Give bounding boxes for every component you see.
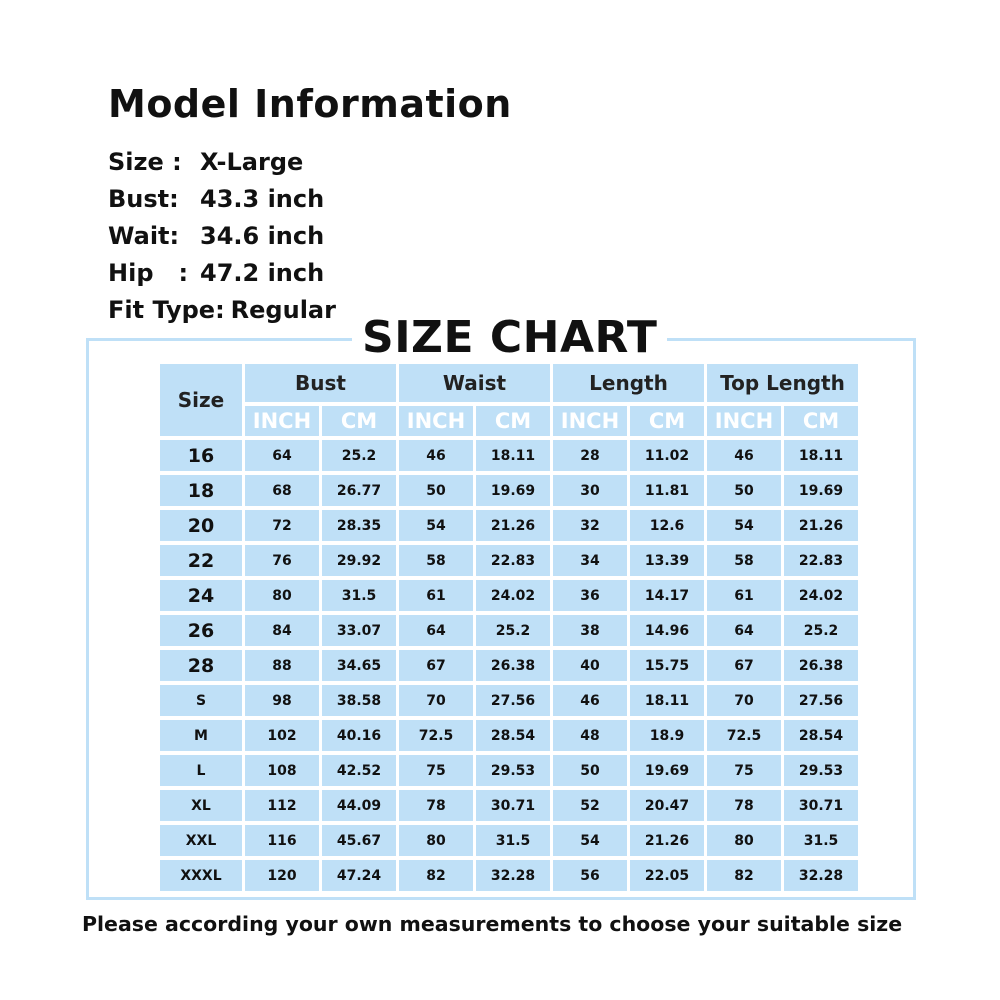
measurement-cell: 29.53: [784, 755, 858, 786]
measurement-cell: 52: [553, 790, 627, 821]
model-waist-label: Wait:: [108, 222, 180, 250]
measurement-cell: 21.26: [476, 510, 550, 541]
size-cell: XL: [160, 790, 242, 821]
table-row: [160, 615, 858, 646]
size-cell: 24: [160, 580, 242, 611]
measurement-cell: 58: [707, 545, 781, 576]
measurement-cell: 47.24: [322, 860, 396, 891]
model-info-title: Model Information: [108, 82, 512, 126]
footer-note: Please according your own measurements to choose your suitable size: [82, 912, 903, 936]
measurement-cell: 26.38: [784, 650, 858, 681]
table-row: [160, 580, 858, 611]
table-row: [160, 440, 858, 471]
measurement-cell: 80: [399, 825, 473, 856]
measurement-cell: 50: [399, 475, 473, 506]
measurement-cell: 75: [707, 755, 781, 786]
measurement-cell: 70: [399, 685, 473, 716]
measurement-cell: 31.5: [784, 825, 858, 856]
measurement-cell: 44.09: [322, 790, 396, 821]
measurement-cell: 25.2: [322, 440, 396, 471]
measurement-cell: 82: [707, 860, 781, 891]
model-size-label: Size :: [108, 148, 182, 176]
measurement-cell: 78: [399, 790, 473, 821]
measurement-cell: 11.02: [630, 440, 704, 471]
measurement-cell: 18.11: [476, 440, 550, 471]
model-bust-value: 43.3 inch: [200, 185, 325, 213]
measurement-cell: 78: [707, 790, 781, 821]
measurement-cell: 18.11: [784, 440, 858, 471]
unit-header: CM: [784, 406, 858, 436]
measurement-cell: 54: [707, 510, 781, 541]
measurement-cell: 13.39: [630, 545, 704, 576]
size-cell: XXL: [160, 825, 242, 856]
table-row: [160, 475, 858, 506]
size-cell: L: [160, 755, 242, 786]
size-cell: 18: [160, 475, 242, 506]
measurement-cell: 38: [553, 615, 627, 646]
measurement-cell: 14.17: [630, 580, 704, 611]
table-row: [160, 650, 858, 681]
measurement-cell: 46: [553, 685, 627, 716]
measurement-cell: 30.71: [784, 790, 858, 821]
size-cell: 26: [160, 615, 242, 646]
measurement-cell: 15.75: [630, 650, 704, 681]
measurement-cell: 54: [399, 510, 473, 541]
unit-header: CM: [476, 406, 550, 436]
measurement-cell: 67: [399, 650, 473, 681]
measurement-cell: 18.9: [630, 720, 704, 751]
measurement-cell: 46: [399, 440, 473, 471]
table-row: [160, 790, 858, 821]
measurement-cell: 64: [245, 440, 319, 471]
measurement-cell: 26.38: [476, 650, 550, 681]
measurement-cell: 72: [245, 510, 319, 541]
length-group-header: Length: [553, 364, 704, 402]
table-row: [160, 720, 858, 751]
size-cell: S: [160, 685, 242, 716]
model-fit-label: Fit Type:: [108, 296, 225, 324]
measurement-cell: 27.56: [784, 685, 858, 716]
measurement-cell: 29.92: [322, 545, 396, 576]
measurement-cell: 72.5: [399, 720, 473, 751]
measurement-cell: 112: [245, 790, 319, 821]
measurement-cell: 76: [245, 545, 319, 576]
measurement-cell: 27.56: [476, 685, 550, 716]
measurement-cell: 48: [553, 720, 627, 751]
measurement-cell: 34: [553, 545, 627, 576]
size-cell: 16: [160, 440, 242, 471]
model-waist-line: [108, 222, 325, 250]
model-hip-line: [108, 259, 325, 287]
size-cell: 22: [160, 545, 242, 576]
model-hip-value: 47.2 inch: [200, 259, 325, 287]
measurement-cell: 40: [553, 650, 627, 681]
measurement-cell: 68: [245, 475, 319, 506]
measurement-cell: 108: [245, 755, 319, 786]
measurement-cell: 102: [245, 720, 319, 751]
model-fit-line: [108, 296, 336, 324]
table-row: [160, 545, 858, 576]
measurement-cell: 32.28: [476, 860, 550, 891]
unit-header: CM: [630, 406, 704, 436]
measurement-cell: 24.02: [476, 580, 550, 611]
measurement-cell: 75: [399, 755, 473, 786]
measurement-cell: 38.58: [322, 685, 396, 716]
measurement-cell: 21.26: [630, 825, 704, 856]
measurement-cell: 28: [553, 440, 627, 471]
measurement-cell: 32: [553, 510, 627, 541]
measurement-cell: 70: [707, 685, 781, 716]
waist-group-header: Waist: [399, 364, 550, 402]
unit-header: INCH: [245, 406, 319, 436]
measurement-cell: 29.53: [476, 755, 550, 786]
model-bust-label: Bust:: [108, 185, 179, 213]
bust-group-header: Bust: [245, 364, 396, 402]
measurement-cell: 45.67: [322, 825, 396, 856]
measurement-cell: 80: [707, 825, 781, 856]
size-cell: 28: [160, 650, 242, 681]
measurement-cell: 64: [707, 615, 781, 646]
measurement-cell: 54: [553, 825, 627, 856]
measurement-cell: 42.52: [322, 755, 396, 786]
measurement-cell: 31.5: [322, 580, 396, 611]
measurement-cell: 98: [245, 685, 319, 716]
measurement-cell: 67: [707, 650, 781, 681]
measurement-cell: 19.69: [476, 475, 550, 506]
measurement-cell: 36: [553, 580, 627, 611]
measurement-cell: 82: [399, 860, 473, 891]
measurement-cell: 50: [707, 475, 781, 506]
table-row: [160, 825, 858, 856]
measurement-cell: 30.71: [476, 790, 550, 821]
measurement-cell: 120: [245, 860, 319, 891]
measurement-cell: 18.11: [630, 685, 704, 716]
measurement-cell: 22.83: [476, 545, 550, 576]
measurement-cell: 32.28: [784, 860, 858, 891]
measurement-cell: 11.81: [630, 475, 704, 506]
size-chart-title: SIZE CHART: [352, 312, 667, 363]
measurement-cell: 26.77: [322, 475, 396, 506]
measurement-cell: 61: [707, 580, 781, 611]
measurement-cell: 61: [399, 580, 473, 611]
top-length-group-header: Top Length: [707, 364, 858, 402]
model-hip-label: Hip :: [108, 259, 189, 287]
measurement-cell: 46: [707, 440, 781, 471]
measurement-cell: 33.07: [322, 615, 396, 646]
measurement-cell: 88: [245, 650, 319, 681]
size-cell: M: [160, 720, 242, 751]
measurement-cell: 25.2: [476, 615, 550, 646]
model-fit-value: Regular: [230, 296, 336, 324]
unit-header: INCH: [553, 406, 627, 436]
measurement-cell: 84: [245, 615, 319, 646]
measurement-cell: 28.54: [476, 720, 550, 751]
unit-header: INCH: [707, 406, 781, 436]
measurement-cell: 21.26: [784, 510, 858, 541]
measurement-cell: 22.83: [784, 545, 858, 576]
measurement-cell: 80: [245, 580, 319, 611]
measurement-cell: 24.02: [784, 580, 858, 611]
measurement-cell: 64: [399, 615, 473, 646]
size-cell: XXXL: [160, 860, 242, 891]
size-table: [157, 360, 861, 895]
measurement-cell: 30: [553, 475, 627, 506]
unit-header: INCH: [399, 406, 473, 436]
model-size-value: X-Large: [200, 148, 304, 176]
table-row: [160, 755, 858, 786]
measurement-cell: 25.2: [784, 615, 858, 646]
measurement-cell: 20.47: [630, 790, 704, 821]
measurement-cell: 31.5: [476, 825, 550, 856]
size-column-header: Size: [160, 364, 242, 436]
measurement-cell: 12.6: [630, 510, 704, 541]
model-waist-value: 34.6 inch: [200, 222, 325, 250]
table-row: [160, 685, 858, 716]
measurement-cell: 22.05: [630, 860, 704, 891]
measurement-cell: 28.35: [322, 510, 396, 541]
model-size-line: [108, 148, 304, 176]
model-bust-line: [108, 185, 325, 213]
table-row: [160, 510, 858, 541]
measurement-cell: 19.69: [630, 755, 704, 786]
measurement-cell: 50: [553, 755, 627, 786]
measurement-cell: 14.96: [630, 615, 704, 646]
unit-header: CM: [322, 406, 396, 436]
measurement-cell: 19.69: [784, 475, 858, 506]
measurement-cell: 34.65: [322, 650, 396, 681]
measurement-cell: 116: [245, 825, 319, 856]
measurement-cell: 72.5: [707, 720, 781, 751]
size-cell: 20: [160, 510, 242, 541]
table-row: [160, 860, 858, 891]
measurement-cell: 58: [399, 545, 473, 576]
measurement-cell: 40.16: [322, 720, 396, 751]
measurement-cell: 56: [553, 860, 627, 891]
measurement-cell: 28.54: [784, 720, 858, 751]
